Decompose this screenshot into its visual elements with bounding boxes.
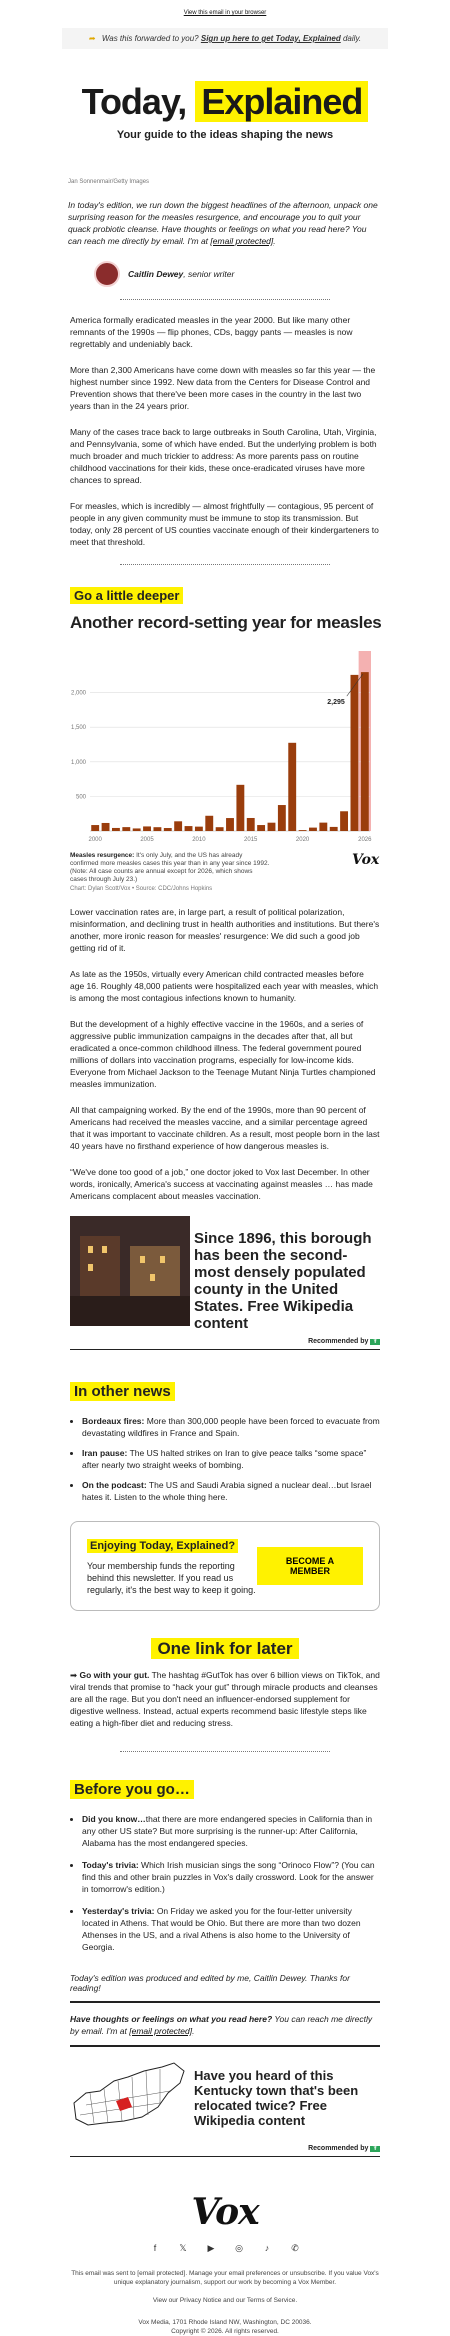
bar <box>112 828 120 831</box>
author-byline: Caitlin Dewey, senior writer <box>94 261 450 287</box>
youtube-icon[interactable]: ▶ <box>207 2243 215 2253</box>
before-you-go-heading: Before you go… <box>70 1780 194 1799</box>
borough-image <box>70 1216 190 1326</box>
recommended-card-1[interactable] <box>70 1216 380 1332</box>
chart-title: Another record-setting year for measles <box>70 613 382 632</box>
bar <box>330 827 338 831</box>
forward-tail: daily. <box>342 34 362 43</box>
bar <box>195 827 203 831</box>
bar <box>247 818 255 831</box>
list-item: • Today's trivia: Which Irish musician sings the song “Orinoco Flow”? (You can find this and other brain puzzles in Vox's daily crossword. Look for the answer in tomorrow's edition.) <box>82 1859 380 1895</box>
story-paragraph-6: As late as the 1950s, virtually every American child contracted measles before age 16. Roughly 48,000 patients were hospitalized each year with measles, which is among the most contagious infections known to humanity. <box>70 969 379 1003</box>
list-item: • Yesterday's trivia: On Friday we asked you for the four-letter university located in Athens. That would be Ohio. But there are more than two dozen Athenses in the US, and a rival Athens is also home to the University of Georgia. <box>82 1905 380 1953</box>
tiktok-icon[interactable]: ♪ <box>264 2243 270 2253</box>
footer-address: Vox Media, 1701 Rhode Island NW, Washington, DC 20036. Copyright © 2026. All rights reserved. <box>138 2319 312 2335</box>
recommended-by: Recommended by Ŧ <box>70 2145 380 2152</box>
tagline: Your guide to the ideas shaping the news <box>116 129 334 141</box>
link-for-later-text: ➡ Go with your gut. The hashtag #GutTok has over 6 billion views on TikTok, and viral trends that promise to “hack your gut” through miracle products and cleanses are all the rage. But you don't need an influencer-endorsed supplement for digestive wellness. Instead, actual experts recommend basic lifestyle steps like eating a high-fiber diet and reducing stress. <box>70 1670 380 1728</box>
story-paragraph-4: For measles, which is incredibly — almost frightfully — contagious, 95 percent of people in any given community must be immune to stop its transmission. But today, only 28 percent of US counties vaccinate enough of their kindergarteners to meet that threshold. <box>70 501 379 547</box>
footer <box>0 2191 450 2336</box>
x-tick-label: 2015 <box>244 837 258 843</box>
bar <box>236 785 244 831</box>
photo-credit: Jan Sonnenmair/Getty Images <box>68 179 150 185</box>
intro-email-link[interactable]: [email protected] <box>210 236 274 246</box>
bar <box>216 827 224 831</box>
recommended-headline-2[interactable]: Have you heard of this Kentucky town that's been relocated twice? Free Wikipedia content <box>194 2068 359 2128</box>
bar <box>268 823 276 831</box>
divider <box>70 2001 380 2003</box>
before-you-go-list <box>82 1813 380 1953</box>
recommended-headline-1[interactable]: Since 1896, this borough has been the second-most densely populated county in the United States. Free Wikipedia content <box>194 1230 372 1332</box>
bar <box>278 805 286 831</box>
bar <box>361 672 369 831</box>
divider <box>120 299 330 300</box>
measles-bar-chart <box>70 641 380 846</box>
bar <box>164 828 172 831</box>
divider <box>70 2045 380 2047</box>
intro-text: In today's edition, we run down the biggest headlines of the afternoon, unpack one surprising reason for the measles resurgence, and encourage you to quit your quack probiotic cleanse. Have thoughts or feelings on what you read here? You can reach me directly by email. I'm at [email protected]. <box>68 200 378 246</box>
story-paragraph-3: Many of the cases trace back to large outbreaks in South Carolina, Utah, Virginia, and Pennsylvania, some of which have ended. But the underlying problem is both much broader and much trickier to address: As more parents pass on routine childhood vaccinations for their kids, these once-eradicated viruses have more chances to spread. <box>70 427 377 485</box>
y-tick-label: 2,000 <box>70 690 86 697</box>
x-tick-label: 2010 <box>192 837 206 843</box>
vox-logo: Vox <box>191 2191 259 2233</box>
vox-logo-small: Vox <box>352 852 380 868</box>
story-paragraph-7: But the development of a highly effective vaccine in the 1960s, and a series of aggressive public immunization campaigns in the decades after that, all but eradicated a once-common childhood illness. The federal government poured millions of dollars into vaccination programs, especially for low-income kids. Everyone from Michael Jackson to the Teenage Mutant Ninja Turtles championed measles immunization. <box>70 1019 376 1089</box>
x-tick-label: 2000 <box>88 837 102 843</box>
divider <box>70 2156 380 2157</box>
list-item[interactable]: • Bordeaux fires: More than 300,000 people have been forced to evacuate from devastating wildfires in France and Spain. <box>82 1415 380 1439</box>
edit-note: Today's edition was produced and edited by me, Caitlin Dewey. Thanks for reading! <box>70 1973 350 1993</box>
forward-lead: Was this forwarded to you? <box>101 34 199 43</box>
recommender-badge-icon: Ŧ <box>370 1339 380 1345</box>
footer-privacy-link[interactable]: View our Privacy Notice and our Terms of Service. <box>152 2297 298 2304</box>
list-item[interactable]: • Iran pause: The US halted strikes on Iran to give peace talks “some space” after nearly two straight weeks of bombing. <box>82 1447 380 1471</box>
divider <box>70 1349 380 1350</box>
bar <box>174 821 182 831</box>
bar <box>309 828 317 831</box>
bar <box>205 816 213 831</box>
thoughts-email-link[interactable]: [email protected] <box>129 2026 193 2036</box>
masthead <box>0 81 450 141</box>
link-for-later-heading: One link for later <box>0 1639 450 1659</box>
recommended-by: Recommended by Ŧ <box>70 1338 380 1345</box>
recommended-card-2[interactable] <box>70 2057 380 2139</box>
x-tick-label: 2005 <box>140 837 154 843</box>
y-tick-label: 1,500 <box>70 725 86 732</box>
divider <box>120 564 330 565</box>
story-paragraph-5: Lower vaccination rates are, in large part, a result of political polarization, misinformation, and declining trust in health authorities and institutions. But there's another, more ironic reason for measles' resurgence: We did such a good job getting rid of it. <box>70 907 380 953</box>
bar <box>351 675 359 831</box>
x-tick-label: 2020 <box>295 837 310 843</box>
thoughts-text: Have thoughts or feelings on what you read here? You can reach me directly by email. I'm at [email protected]. <box>70 2014 373 2036</box>
bar <box>91 825 99 831</box>
membership-box <box>70 1521 380 1611</box>
story-paragraph-2: More than 2,300 Americans have come down with measles so far this year — the highest number since 1992. New data from the Centers for Disease Control and Prevention shows that there've been more cases in the country in the last two years than in the 24 years prior. <box>70 365 376 411</box>
avatar <box>94 261 120 287</box>
annotation-label: 2,295 <box>327 699 345 707</box>
y-tick-label: 500 <box>75 794 86 801</box>
bar <box>102 823 110 831</box>
bar <box>319 823 327 831</box>
bar <box>340 811 348 831</box>
bar <box>143 826 151 831</box>
become-member-button[interactable]: BECOME A MEMBER <box>257 1547 363 1585</box>
bar <box>185 826 193 831</box>
bar <box>299 830 307 831</box>
facebook-icon[interactable]: f <box>153 2243 157 2253</box>
whatsapp-icon[interactable]: ✆ <box>291 2243 299 2253</box>
y-tick-label: 1,000 <box>70 759 86 766</box>
bar <box>257 825 265 831</box>
bar <box>133 828 141 831</box>
bar <box>226 818 234 831</box>
deeper-label: Go a little deeper <box>70 587 183 604</box>
recommender-badge-icon: Ŧ <box>370 2146 380 2152</box>
social-links <box>0 2241 450 2255</box>
view-in-browser-link[interactable]: View this email in your browser <box>183 10 267 16</box>
newsletter-title: Today, Explained <box>82 81 369 123</box>
arrow-right-icon: ➡ <box>70 1670 78 1680</box>
divider <box>120 1751 330 1752</box>
author-name: Caitlin Dewey <box>128 269 184 279</box>
measles-chart <box>70 641 380 846</box>
story-body <box>0 314 450 548</box>
list-item: • Did you know…that there are more endangered species in California than in any other US state? But more surprising is the runner-up: After California, Alabama has the most endangered species. <box>82 1813 380 1849</box>
bar <box>288 743 296 831</box>
bar <box>122 827 130 831</box>
story-paragraph-9: “We've done too good of a job,” one doctor joked to Vox last December. In other words, ironically, America's success at vaccinating against measles … has made Americans complacent about measles vaccination. <box>70 1167 373 1201</box>
list-item[interactable]: • On the podcast: The US and Saudi Arabia signed a nuclear deal…but Israel hates it. Listen to the whole thing here. <box>82 1479 380 1503</box>
forward-icon: ➦ <box>88 34 96 43</box>
bar <box>153 827 161 831</box>
other-news-heading: In other news <box>70 1382 175 1401</box>
x-tick-label: 2026 <box>358 837 372 843</box>
footer-sent-notice: This email was sent to [email protected]. Manage your email preferences or unsubscribe. If you value Vox's unique explanatory journalism, support our work by becoming a Vox Member. <box>71 2270 379 2286</box>
forward-banner <box>62 28 388 49</box>
story-body-2 <box>0 906 450 1202</box>
chart-caption: Measles resurgence: It's only July, and the US has already confirmed more measles cases this year than in any year since 1992. (Note: All case counts are annual except for 2026, which shows cases through July 23.) <box>70 852 270 883</box>
signup-link[interactable]: Sign up here to get Today, Explained <box>200 34 341 43</box>
story-paragraph-8: All that campaigning worked. By the end of the 1990s, more than 90 percent of Americans had received the measles vaccine, and a similar percentage agreed that it was important to vaccinate children. As a result, most people born in the last 40 years have no firsthand experience of how dangerous measles is. <box>70 1105 380 1151</box>
chart-source: Chart: Dylan Scott/Vox • Source: CDC/Johns Hopkins <box>70 886 213 892</box>
instagram-icon[interactable]: ◎ <box>235 2243 243 2253</box>
kentucky-map <box>70 2057 190 2139</box>
membership-heading: Enjoying Today, Explained? <box>87 1539 238 1553</box>
x-icon[interactable]: 𝕏 <box>179 2243 187 2253</box>
other-news-list <box>82 1415 380 1503</box>
membership-text: Your membership funds the reporting behind this newsletter. If you read us regularly, it's the best way to keep it going. <box>87 1561 256 1595</box>
story-paragraph-1: America formally eradicated measles in the year 2000. But like many other remnants of the 1990s — flip phones, CDs, baggy pants — measles is now regrettably and undeniably back. <box>70 315 353 349</box>
